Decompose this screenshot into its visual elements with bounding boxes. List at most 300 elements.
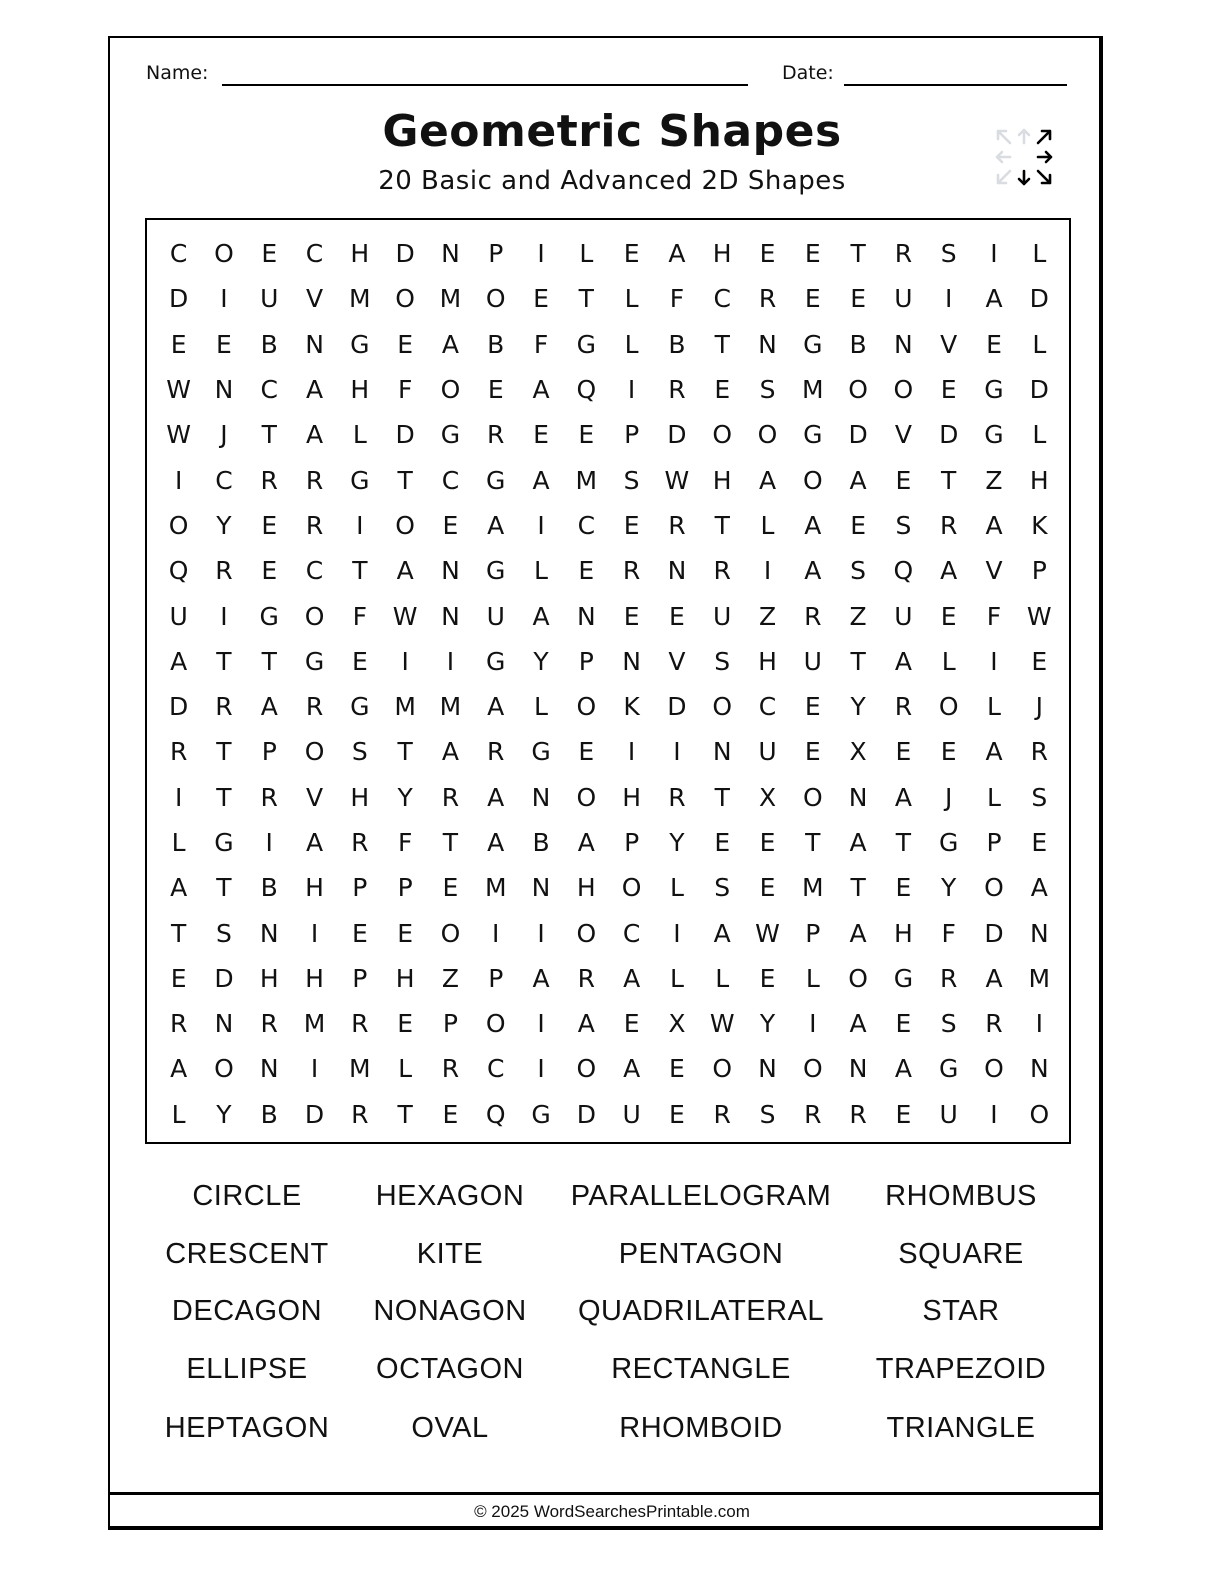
grid-cell[interactable]: S xyxy=(895,510,912,540)
grid-cell[interactable]: A xyxy=(985,737,1003,767)
grid-cell[interactable]: I xyxy=(174,465,183,495)
grid-cell[interactable]: Y xyxy=(941,873,957,903)
grid-cell[interactable]: Q xyxy=(168,556,189,586)
grid-cell[interactable]: F xyxy=(352,601,368,631)
grid-cell[interactable]: B xyxy=(260,329,278,359)
grid-cell[interactable]: G xyxy=(893,963,914,993)
grid-cell[interactable]: I xyxy=(537,510,545,540)
grid-cell[interactable]: F xyxy=(941,918,956,948)
grid-cell[interactable]: M xyxy=(394,692,416,722)
grid-cell[interactable]: H xyxy=(712,465,732,495)
grid-cell[interactable]: A xyxy=(849,465,867,495)
date-line[interactable] xyxy=(844,64,1067,86)
grid-cell[interactable]: A xyxy=(804,556,822,586)
grid-cell[interactable]: R xyxy=(441,782,460,812)
grid-cell[interactable]: N xyxy=(441,556,460,586)
grid-cell[interactable]: O xyxy=(893,375,914,405)
grid-cell[interactable]: E xyxy=(487,375,504,405)
grid-cell[interactable]: E xyxy=(578,556,595,586)
grid-cell[interactable]: H xyxy=(350,782,370,812)
grid-cell[interactable]: R xyxy=(940,510,958,540)
grid-cell[interactable]: O xyxy=(802,782,823,812)
grid-cell[interactable]: E xyxy=(623,239,640,269)
grid-cell[interactable]: A xyxy=(532,963,550,993)
grid-cell[interactable]: O xyxy=(621,873,642,903)
grid-cell[interactable]: E xyxy=(850,284,866,314)
grid-cell[interactable]: R xyxy=(622,556,641,586)
grid-cell[interactable]: D xyxy=(395,420,415,450)
grid-cell[interactable]: I xyxy=(401,646,409,676)
grid-cell[interactable]: A xyxy=(487,828,505,857)
grid-cell[interactable]: E xyxy=(895,737,912,767)
grid-cell[interactable]: E xyxy=(895,1099,912,1129)
grid-cell[interactable]: N xyxy=(214,375,234,405)
grid-cell[interactable]: E xyxy=(759,239,776,269)
grid-cell[interactable]: P xyxy=(488,239,504,269)
grid-cell[interactable]: G xyxy=(259,601,279,631)
grid-cell[interactable]: R xyxy=(668,375,686,405)
grid-cell[interactable]: U xyxy=(622,1099,641,1129)
grid-cell[interactable]: A xyxy=(985,963,1003,993)
grid-cell[interactable]: T xyxy=(216,873,232,903)
grid-cell[interactable]: T xyxy=(352,556,368,586)
grid-cell[interactable]: F xyxy=(669,284,685,314)
grid-cell[interactable]: A xyxy=(894,782,912,812)
grid-cell[interactable]: N xyxy=(441,239,460,269)
grid-cell[interactable]: G xyxy=(486,646,506,676)
grid-cell[interactable]: W xyxy=(392,601,418,631)
grid-cell[interactable]: O xyxy=(576,782,597,812)
grid-cell[interactable]: S xyxy=(714,646,731,676)
grid-cell[interactable]: O xyxy=(848,963,868,993)
grid-cell[interactable]: D xyxy=(667,692,687,722)
grid-cell[interactable]: A xyxy=(305,828,324,857)
grid-cell[interactable]: A xyxy=(623,1054,641,1084)
grid-cell[interactable]: G xyxy=(531,737,551,767)
grid-cell[interactable]: O xyxy=(712,420,733,450)
grid-cell[interactable]: N xyxy=(667,556,687,586)
grid-cell[interactable]: Y xyxy=(216,510,232,540)
grid-cell[interactable]: U xyxy=(894,601,913,631)
grid-cell[interactable]: G xyxy=(984,375,1004,405)
grid-cell[interactable]: T xyxy=(941,465,957,495)
grid-cell[interactable]: K xyxy=(623,692,640,722)
grid-cell[interactable]: C xyxy=(260,375,278,405)
grid-cell[interactable]: M xyxy=(349,284,371,314)
grid-cell[interactable]: F xyxy=(397,828,413,857)
grid-cell[interactable]: E xyxy=(623,601,640,631)
grid-cell[interactable]: C xyxy=(215,465,233,495)
grid-cell[interactable]: T xyxy=(714,510,730,540)
grid-cell[interactable]: E xyxy=(895,1009,912,1039)
grid-cell[interactable]: W xyxy=(1026,601,1052,631)
grid-cell[interactable]: P xyxy=(261,737,277,767)
grid-cell[interactable]: E xyxy=(397,918,414,948)
grid-cell[interactable]: A xyxy=(985,510,1003,540)
grid-cell[interactable]: P xyxy=(1031,556,1047,586)
grid-cell[interactable]: S xyxy=(940,239,957,269)
grid-cell[interactable]: T xyxy=(397,1099,413,1129)
grid-cell[interactable]: I xyxy=(945,284,953,314)
grid-cell[interactable]: G xyxy=(939,1054,959,1084)
grid-cell[interactable]: E xyxy=(669,1099,685,1129)
grid-cell[interactable]: O xyxy=(214,239,234,269)
grid-cell[interactable]: A xyxy=(170,1054,188,1084)
grid-cell[interactable]: H xyxy=(622,782,642,812)
grid-cell[interactable]: L xyxy=(579,239,594,269)
grid-cell[interactable]: I xyxy=(446,646,455,676)
grid-cell[interactable]: P xyxy=(624,420,640,450)
grid-cell[interactable]: A xyxy=(623,963,641,993)
grid-cell[interactable]: Y xyxy=(533,646,549,676)
grid-cell[interactable]: R xyxy=(215,692,233,722)
grid-cell[interactable]: V xyxy=(305,284,324,314)
grid-cell[interactable]: D xyxy=(304,1099,325,1129)
grid-cell[interactable]: G xyxy=(350,329,370,359)
grid-cell[interactable]: C xyxy=(305,556,324,586)
grid-cell[interactable]: R xyxy=(441,1054,460,1084)
grid-cell[interactable]: N xyxy=(894,329,913,359)
grid-cell[interactable]: H xyxy=(305,963,324,993)
grid-cell[interactable]: O xyxy=(938,692,959,722)
grid-cell[interactable]: G xyxy=(486,556,506,586)
grid-cell[interactable]: I xyxy=(537,1009,545,1039)
grid-cell[interactable]: M xyxy=(439,692,462,722)
grid-cell[interactable]: E xyxy=(623,510,640,540)
grid-cell[interactable]: E xyxy=(986,329,1002,359)
grid-cell[interactable]: O xyxy=(576,1054,597,1084)
grid-cell[interactable]: E xyxy=(261,510,278,540)
grid-cell[interactable]: O xyxy=(168,510,189,540)
grid-cell[interactable]: B xyxy=(260,1099,278,1129)
grid-cell[interactable]: O xyxy=(984,873,1004,903)
grid-cell[interactable]: R xyxy=(985,1009,1003,1039)
grid-cell[interactable]: U xyxy=(486,601,505,631)
grid-cell[interactable]: E xyxy=(850,510,866,540)
grid-cell[interactable]: Y xyxy=(397,782,413,812)
grid-cell[interactable]: C xyxy=(622,918,641,948)
grid-cell[interactable]: U xyxy=(260,284,279,314)
grid-cell[interactable]: L xyxy=(1032,239,1047,269)
grid-cell[interactable]: D xyxy=(169,284,189,314)
grid-cell[interactable]: N xyxy=(712,737,732,767)
grid-cell[interactable]: C xyxy=(441,465,460,495)
grid-cell[interactable]: Q xyxy=(485,1099,506,1129)
grid-cell[interactable]: W xyxy=(664,465,690,495)
grid-cell[interactable]: T xyxy=(805,828,821,857)
grid-cell[interactable]: M xyxy=(439,284,462,314)
grid-cell[interactable]: N xyxy=(531,873,551,903)
grid-cell[interactable]: E xyxy=(804,692,821,722)
grid-cell[interactable]: E xyxy=(714,828,731,857)
grid-cell[interactable]: T xyxy=(578,284,594,314)
grid-cell[interactable]: Z xyxy=(985,465,1003,495)
grid-cell[interactable]: A xyxy=(305,420,324,450)
grid-cell[interactable]: E xyxy=(759,873,776,903)
grid-cell[interactable]: T xyxy=(171,918,187,948)
grid-cell[interactable]: S xyxy=(850,556,867,586)
grid-cell[interactable]: U xyxy=(939,1099,958,1129)
grid-cell[interactable]: A xyxy=(849,828,867,857)
grid-cell[interactable]: L xyxy=(534,692,548,722)
grid-cell[interactable]: O xyxy=(576,918,597,948)
grid-cell[interactable]: L xyxy=(1032,420,1047,450)
grid-cell[interactable]: I xyxy=(990,1099,998,1129)
grid-cell[interactable]: H xyxy=(395,963,415,993)
grid-cell[interactable]: N xyxy=(622,646,641,676)
grid-cell[interactable]: R xyxy=(169,1009,188,1039)
grid-cell[interactable]: O xyxy=(712,692,733,722)
grid-cell[interactable]: I xyxy=(990,646,998,676)
grid-cell[interactable]: A xyxy=(305,375,324,405)
grid-cell[interactable]: L xyxy=(352,420,367,450)
grid-cell[interactable]: T xyxy=(850,873,866,903)
grid-cell[interactable]: A xyxy=(170,873,188,903)
grid-cell[interactable]: A xyxy=(668,239,686,269)
grid-cell[interactable]: M xyxy=(349,1054,371,1084)
grid-cell[interactable]: E xyxy=(714,375,731,405)
grid-cell[interactable]: R xyxy=(713,556,731,586)
grid-cell[interactable]: A xyxy=(894,1054,912,1084)
grid-cell[interactable]: A xyxy=(487,692,505,722)
grid-cell[interactable]: E xyxy=(895,873,912,903)
grid-cell[interactable]: H xyxy=(259,963,279,993)
grid-cell[interactable]: R xyxy=(849,1099,867,1129)
grid-cell[interactable]: M xyxy=(575,465,598,495)
grid-cell[interactable]: I xyxy=(174,782,183,812)
grid-cell[interactable]: N xyxy=(214,1009,234,1039)
grid-cell[interactable]: L xyxy=(534,556,548,586)
grid-cell[interactable]: G xyxy=(486,465,506,495)
grid-cell[interactable]: I xyxy=(220,284,228,314)
grid-cell[interactable]: E xyxy=(759,828,776,857)
grid-cell[interactable]: V xyxy=(668,646,686,676)
grid-cell[interactable]: H xyxy=(576,873,596,903)
grid-cell[interactable]: O xyxy=(802,465,823,495)
grid-cell[interactable]: E xyxy=(170,329,187,359)
grid-cell[interactable]: R xyxy=(487,737,505,767)
grid-cell[interactable]: I xyxy=(537,1054,545,1084)
grid-cell[interactable]: G xyxy=(803,329,823,359)
grid-cell[interactable]: R xyxy=(940,963,958,993)
grid-cell[interactable]: X xyxy=(849,737,867,767)
grid-cell[interactable]: D xyxy=(984,918,1004,948)
grid-cell[interactable]: D xyxy=(395,239,415,269)
grid-cell[interactable]: C xyxy=(169,239,188,269)
grid-cell[interactable]: G xyxy=(803,420,823,450)
grid-cell[interactable]: G xyxy=(939,828,959,857)
grid-cell[interactable]: N xyxy=(305,329,324,359)
grid-cell[interactable]: O xyxy=(757,420,778,450)
grid-cell[interactable]: G xyxy=(531,1099,551,1129)
grid-cell[interactable]: L xyxy=(760,510,775,540)
grid-cell[interactable]: H xyxy=(1029,465,1049,495)
grid-cell[interactable]: A xyxy=(940,556,958,586)
grid-cell[interactable]: C xyxy=(486,1054,505,1084)
grid-cell[interactable]: I xyxy=(537,918,545,948)
grid-cell[interactable]: E xyxy=(669,1054,685,1084)
grid-cell[interactable]: M xyxy=(1028,963,1051,993)
grid-cell[interactable]: E xyxy=(804,737,821,767)
grid-cell[interactable]: O xyxy=(214,1054,234,1084)
grid-cell[interactable]: A xyxy=(577,1009,595,1039)
grid-cell[interactable]: E xyxy=(533,420,549,450)
grid-cell[interactable]: T xyxy=(895,828,912,857)
grid-cell[interactable]: D xyxy=(848,420,868,450)
grid-cell[interactable]: R xyxy=(577,963,595,993)
grid-cell[interactable]: L xyxy=(987,692,1001,722)
grid-cell[interactable]: N xyxy=(576,601,596,631)
grid-cell[interactable]: T xyxy=(714,782,730,812)
grid-cell[interactable]: P xyxy=(352,963,368,993)
grid-cell[interactable]: L xyxy=(715,963,730,993)
grid-cell[interactable]: Q xyxy=(893,556,914,586)
grid-cell[interactable]: L xyxy=(1032,329,1047,359)
grid-cell[interactable]: L xyxy=(624,329,639,359)
grid-cell[interactable]: H xyxy=(893,918,913,948)
grid-cell[interactable]: X xyxy=(668,1009,686,1039)
grid-cell[interactable]: O xyxy=(802,1054,823,1084)
grid-cell[interactable]: N xyxy=(758,1054,777,1084)
grid-cell[interactable]: V xyxy=(985,556,1003,586)
grid-cell[interactable]: P xyxy=(805,918,821,948)
grid-cell[interactable]: N xyxy=(848,1054,868,1084)
grid-cell[interactable]: R xyxy=(804,601,822,631)
grid-cell[interactable]: X xyxy=(758,782,777,812)
grid-cell[interactable]: R xyxy=(758,284,777,314)
grid-cell[interactable]: I xyxy=(492,918,500,948)
grid-cell[interactable]: C xyxy=(577,510,596,540)
grid-cell[interactable]: N xyxy=(441,601,460,631)
grid-cell[interactable]: E xyxy=(351,646,368,676)
grid-cell[interactable]: R xyxy=(713,1099,731,1129)
grid-cell[interactable]: Q xyxy=(576,375,597,405)
grid-cell[interactable]: O xyxy=(440,918,461,948)
grid-cell[interactable]: I xyxy=(1035,1009,1043,1039)
grid-cell[interactable]: F xyxy=(533,329,549,359)
grid-cell[interactable]: L xyxy=(987,782,1001,812)
grid-cell[interactable]: C xyxy=(713,284,731,314)
grid-cell[interactable]: E xyxy=(1031,828,1048,857)
grid-cell[interactable]: L xyxy=(805,963,820,993)
grid-cell[interactable]: A xyxy=(441,329,459,359)
grid-cell[interactable]: U xyxy=(758,737,777,767)
grid-cell[interactable]: G xyxy=(440,420,461,450)
grid-cell[interactable]: L xyxy=(171,828,186,857)
grid-cell[interactable]: M xyxy=(484,873,507,903)
grid-cell[interactable]: E xyxy=(442,873,459,903)
grid-cell[interactable]: R xyxy=(351,828,369,857)
grid-cell[interactable]: S xyxy=(1031,782,1048,812)
grid-cell[interactable]: R xyxy=(1030,737,1048,767)
grid-cell[interactable]: H xyxy=(305,873,324,903)
grid-cell[interactable]: T xyxy=(216,737,232,767)
grid-cell[interactable]: B xyxy=(487,329,505,359)
grid-cell[interactable]: E xyxy=(578,420,595,450)
grid-cell[interactable]: O xyxy=(984,1054,1004,1084)
grid-cell[interactable]: I xyxy=(220,601,228,631)
grid-cell[interactable]: L xyxy=(669,873,684,903)
grid-cell[interactable]: T xyxy=(714,329,730,359)
grid-cell[interactable]: E xyxy=(1031,646,1048,676)
grid-cell[interactable]: C xyxy=(758,692,777,722)
grid-cell[interactable]: D xyxy=(576,1099,596,1129)
grid-cell[interactable]: Y xyxy=(850,692,866,722)
grid-cell[interactable]: F xyxy=(986,601,1002,631)
grid-cell[interactable]: O xyxy=(576,692,597,722)
grid-cell[interactable]: R xyxy=(487,420,505,450)
grid-cell[interactable]: R xyxy=(260,1009,278,1039)
grid-cell[interactable]: G xyxy=(350,692,370,722)
grid-cell[interactable]: E xyxy=(623,1009,640,1039)
grid-cell[interactable]: T xyxy=(216,782,232,812)
grid-cell[interactable]: E xyxy=(578,737,595,767)
grid-cell[interactable]: N xyxy=(848,782,868,812)
grid-cell[interactable]: T xyxy=(850,239,866,269)
grid-cell[interactable]: C xyxy=(305,239,324,269)
grid-cell[interactable]: B xyxy=(849,329,867,359)
grid-cell[interactable]: O xyxy=(485,1009,506,1039)
grid-cell[interactable]: W xyxy=(166,375,192,405)
grid-cell[interactable]: E xyxy=(397,1009,414,1039)
grid-cell[interactable]: A xyxy=(441,737,459,767)
grid-cell[interactable]: Y xyxy=(216,1099,232,1129)
grid-cell[interactable]: R xyxy=(668,510,686,540)
grid-cell[interactable]: E xyxy=(940,737,957,767)
grid-cell[interactable]: P xyxy=(624,828,640,857)
grid-cell[interactable]: N xyxy=(259,918,279,948)
grid-cell[interactable]: N xyxy=(1029,918,1049,948)
grid-cell[interactable]: I xyxy=(265,828,273,857)
grid-cell[interactable]: R xyxy=(351,1009,369,1039)
grid-cell[interactable]: E xyxy=(759,963,776,993)
grid-cell[interactable]: U xyxy=(803,646,822,676)
grid-cell[interactable]: A xyxy=(170,646,188,676)
grid-cell[interactable]: D xyxy=(939,420,959,450)
grid-cell[interactable]: I xyxy=(990,239,998,269)
grid-cell[interactable]: W xyxy=(755,918,780,948)
grid-cell[interactable]: E xyxy=(351,918,368,948)
grid-cell[interactable]: I xyxy=(673,918,681,948)
grid-cell[interactable]: R xyxy=(305,465,324,495)
grid-cell[interactable]: H xyxy=(350,239,370,269)
grid-cell[interactable]: O xyxy=(440,375,461,405)
grid-cell[interactable]: N xyxy=(531,782,551,812)
grid-cell[interactable]: Y xyxy=(669,828,685,857)
grid-cell[interactable]: A xyxy=(1030,873,1048,903)
grid-cell[interactable]: S xyxy=(216,918,232,948)
grid-cell[interactable]: E xyxy=(533,284,549,314)
grid-cell[interactable]: E xyxy=(261,556,278,586)
grid-cell[interactable]: A xyxy=(894,646,912,676)
grid-cell[interactable]: T xyxy=(442,828,459,857)
grid-cell[interactable]: R xyxy=(351,1099,369,1129)
grid-cell[interactable]: T xyxy=(261,646,277,676)
grid-cell[interactable]: L xyxy=(171,1099,186,1129)
grid-cell[interactable]: I xyxy=(627,737,636,767)
grid-cell[interactable]: E xyxy=(804,239,821,269)
grid-cell[interactable]: L xyxy=(941,646,956,676)
grid-cell[interactable]: I xyxy=(310,1054,319,1084)
grid-cell[interactable]: B xyxy=(260,873,278,903)
grid-cell[interactable]: E xyxy=(895,465,912,495)
grid-cell[interactable]: D xyxy=(169,692,189,722)
grid-cell[interactable]: I xyxy=(537,239,545,269)
grid-cell[interactable]: A xyxy=(577,828,595,857)
grid-cell[interactable]: R xyxy=(260,782,278,812)
grid-cell[interactable]: I xyxy=(809,1009,817,1039)
grid-cell[interactable]: O xyxy=(848,375,868,405)
